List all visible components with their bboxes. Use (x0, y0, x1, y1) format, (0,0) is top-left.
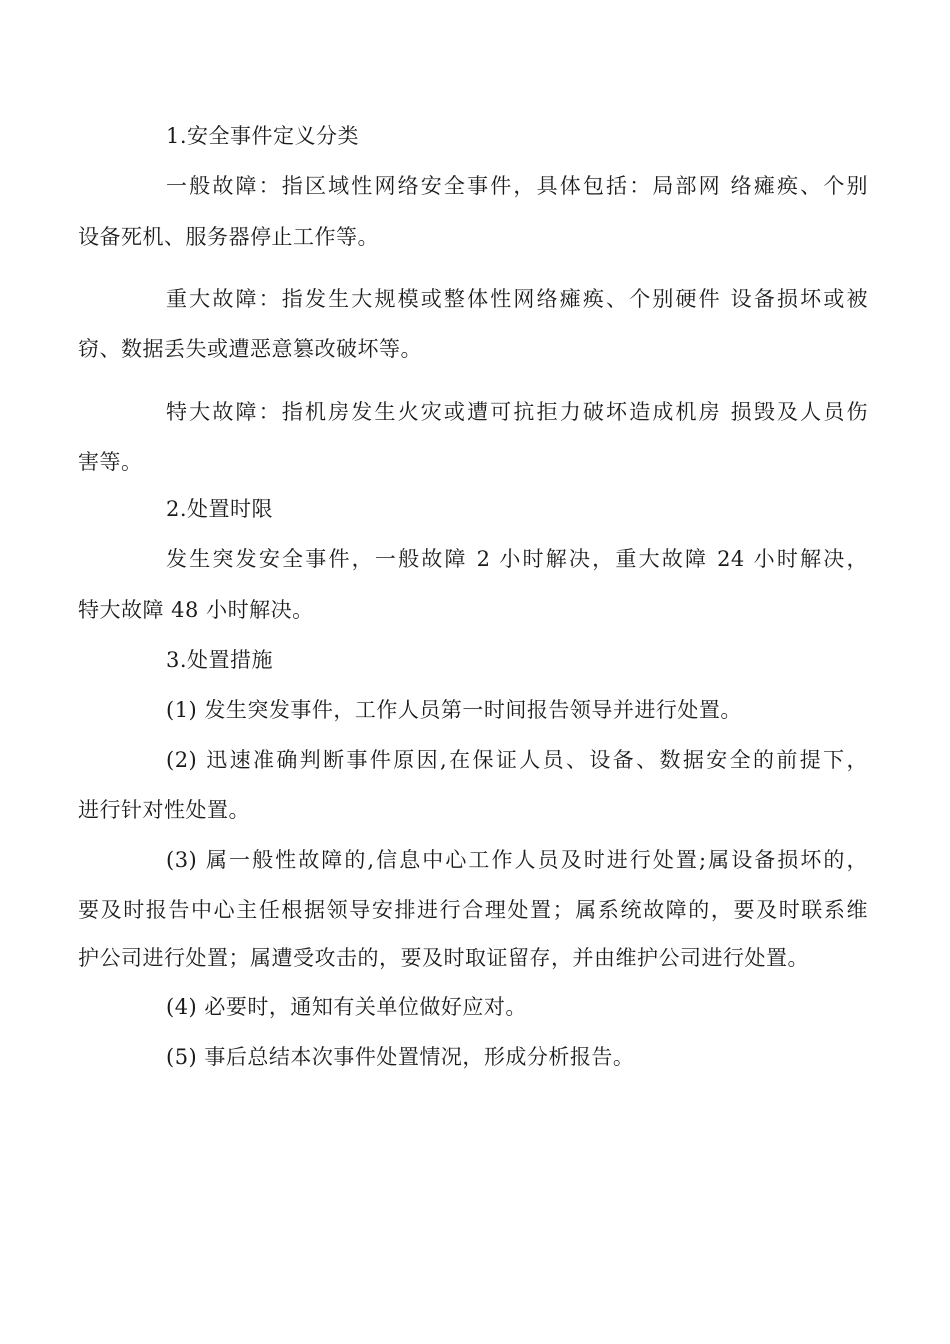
paragraph-line: 进行针对性处置。 (78, 798, 250, 822)
section-heading-classification: 1.安全事件定义分类 (166, 124, 360, 148)
paragraph-line: 特大故障：指机房发生火灾或遭可抗拒力破坏造成机房 损毁及人员伤 (166, 400, 868, 424)
paragraph-line: 设备死机、服务器停止工作等。 (78, 225, 379, 249)
section-heading-time-limit: 2.处置时限 (166, 497, 274, 521)
paragraph-line: 重大故障：指发生大规模或整体性网络瘫痪、个别硬件 设备损坏或被 (166, 287, 868, 311)
list-item: (1) 发生突发事件，工作人员第一时间报告领导并进行处置。 (166, 698, 742, 722)
paragraph-line: 害等。 (78, 450, 143, 474)
list-item: (2) 迅速准确判断事件原因,在保证人员、设备、数据安全的前提下， (166, 748, 868, 772)
list-item: (3) 属一般性故障的,信息中心工作人员及时进行处置;属设备损坏的， (166, 848, 868, 872)
paragraph-line: 要及时报告中心主任根据领导安排进行合理处置；属系统故障的，要及时联系维 (78, 898, 868, 922)
paragraph-line: 特大故障 48 小时解决。 (78, 598, 314, 622)
paragraph-line: 发生突发安全事件，一般故障 2 小时解决，重大故障 24 小时解决， (166, 547, 868, 571)
list-item: (5) 事后总结本次事件处置情况，形成分析报告。 (166, 1045, 635, 1069)
paragraph-line: 一般故障：指区域性网络安全事件，具体包括：局部网 络瘫痪、个别 (166, 174, 868, 198)
paragraph-line: 窃、数据丢失或遭恶意篡改破坏等。 (78, 337, 422, 361)
paragraph-line: 护公司进行处置；属遭受攻击的，要及时取证留存，并由维护公司进行处置。 (78, 946, 809, 970)
section-heading-measures: 3.处置措施 (166, 648, 274, 672)
list-item: (4) 必要时，通知有关单位做好应对。 (166, 995, 527, 1019)
